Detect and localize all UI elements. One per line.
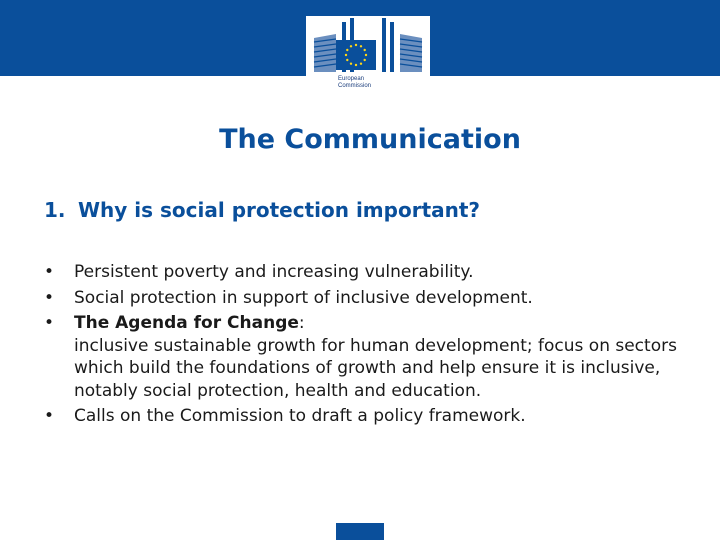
section-number: 1. [44, 198, 66, 222]
bullet-item [44, 287, 684, 310]
section-question: Why is social protection important? [78, 198, 481, 222]
footer-bar [336, 523, 384, 540]
bullet-item [44, 261, 684, 284]
bullet-strong-text: The Agenda for Change [74, 313, 299, 333]
bullet-subtext: inclusive sustainable growth for human development; focus on sectors which build the foundations of growth and help ensure it is inclusive, notably social protection, health and education. [74, 335, 677, 401]
european-commission-logo [306, 16, 430, 98]
bullet-text: Persistent poverty and increasing vulnerability. [74, 262, 474, 282]
bullet-text: Social protection in support of inclusive development. [74, 287, 533, 308]
bullet-text: Calls on the Commission to draft a policy framework. [74, 406, 526, 426]
bullet-suffix: : [298, 313, 305, 333]
slide-title: The Communication [219, 124, 521, 155]
logo-text: European Commission [338, 76, 372, 89]
section-heading [44, 198, 480, 222]
bullet-item [44, 405, 684, 428]
bullet-list [44, 261, 684, 431]
bullet-item [44, 312, 684, 402]
